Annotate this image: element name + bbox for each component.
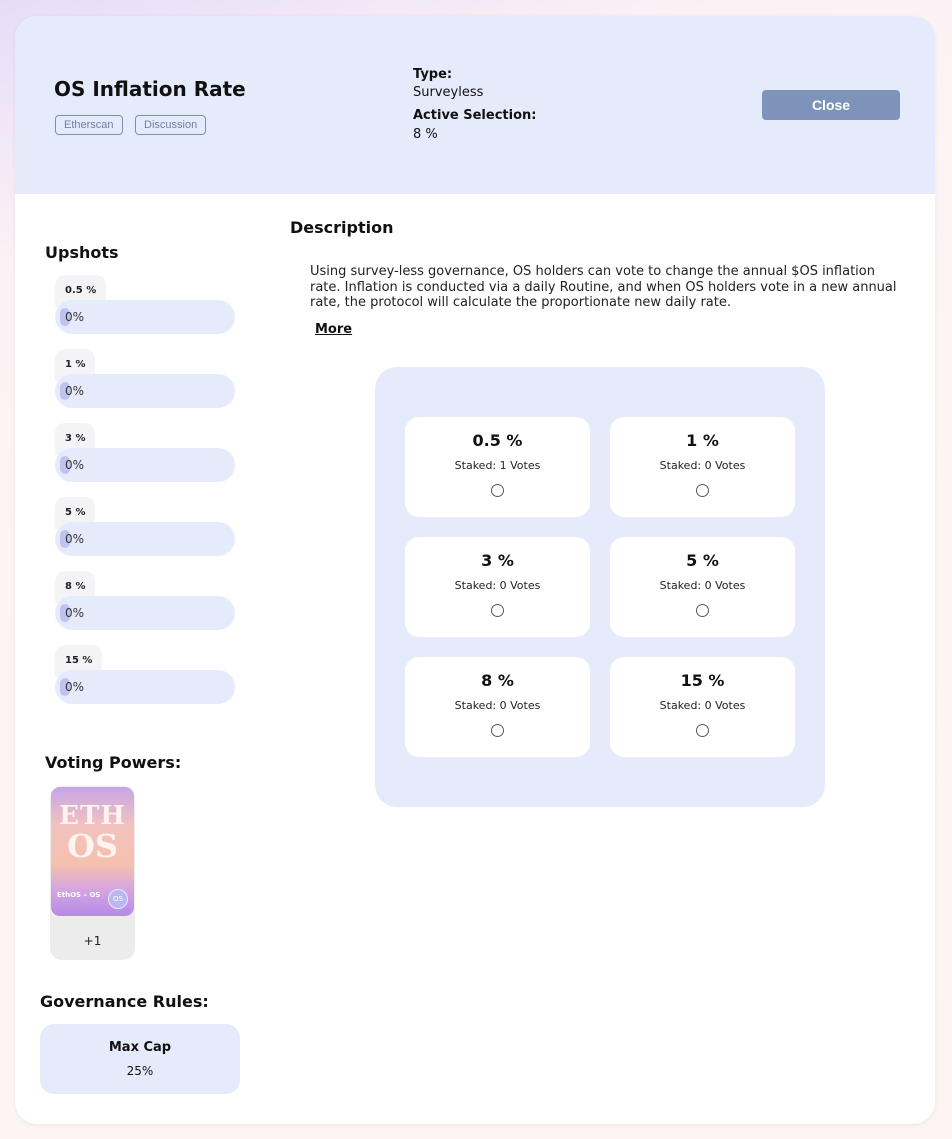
upshot-label: 1 %: [55, 349, 95, 381]
upshot-item: [55, 349, 235, 407]
rule-value: 25%: [126, 1064, 154, 1078]
vote-option[interactable]: [610, 417, 795, 517]
vote-option[interactable]: [405, 657, 590, 757]
nft-title-top: ETH: [59, 801, 126, 831]
voting-powers-title: Voting Powers:: [45, 753, 182, 772]
option-title: 5 %: [686, 551, 719, 570]
upshot-progress-bar: [55, 374, 235, 408]
option-title: 1 %: [686, 431, 719, 450]
description-text: Using survey-less governance, OS holders can vote to change the annual $OS inflation rate. Inflation is conducted via a daily Routine, and when OS holders vote in a new annual rate, the protocol will calculate the proportionate new daily rate.: [310, 264, 897, 310]
os-badge-icon: OS: [108, 889, 128, 909]
close-button[interactable]: Close: [762, 90, 900, 120]
upshots-title: Upshots: [45, 243, 119, 262]
rule-title: Max Cap: [108, 1040, 172, 1055]
vote-option[interactable]: [405, 537, 590, 637]
active-selection-label: Active Selection:: [413, 108, 537, 123]
upshot-label: 5 %: [55, 497, 95, 529]
upshot-percent: 0%: [65, 310, 85, 324]
option-title: 0.5 %: [472, 431, 523, 450]
option-title: 8 %: [481, 671, 514, 690]
description-title: Description: [290, 218, 394, 237]
vote-option[interactable]: [610, 537, 795, 637]
voting-power-count: +1: [83, 934, 102, 948]
upshot-progress-bar: [55, 300, 235, 334]
option-radio[interactable]: [491, 724, 504, 737]
page-title: OS Inflation Rate: [54, 77, 246, 101]
governance-rules-title: Governance Rules:: [40, 992, 209, 1011]
option-staked: Staked: 1 Votes: [454, 459, 541, 472]
option-radio[interactable]: [696, 604, 709, 617]
vote-option[interactable]: [610, 657, 795, 757]
rule-card: [40, 1024, 240, 1094]
proposal-card: [15, 16, 935, 1124]
proposal-header: [15, 16, 935, 194]
option-radio[interactable]: [696, 484, 709, 497]
option-title: 3 %: [481, 551, 514, 570]
upshot-percent: 0%: [65, 458, 85, 472]
vote-options-panel: [375, 367, 825, 807]
nft-title-bottom: OS: [67, 827, 118, 865]
voting-power-card[interactable]: [50, 786, 135, 960]
etherscan-link[interactable]: Etherscan: [55, 115, 123, 135]
upshot-progress-bar: [55, 670, 235, 704]
upshot-label: 15 %: [55, 645, 102, 677]
vote-option[interactable]: [405, 417, 590, 517]
option-staked: Staked: 0 Votes: [454, 699, 541, 712]
type-value: Surveyless: [413, 85, 484, 100]
active-selection-value: 8 %: [413, 127, 438, 142]
upshot-item: [55, 275, 235, 333]
upshot-progress-bar: [55, 596, 235, 630]
option-staked: Staked: 0 Votes: [659, 579, 746, 592]
upshot-percent: 0%: [65, 384, 85, 398]
upshot-item: [55, 423, 235, 481]
upshot-percent: 0%: [65, 680, 85, 694]
option-title: 15 %: [680, 671, 725, 690]
nft-name: EthOS – OS: [57, 891, 101, 899]
upshot-percent: 0%: [65, 606, 85, 620]
option-radio[interactable]: [696, 724, 709, 737]
option-staked: Staked: 0 Votes: [659, 699, 746, 712]
upshot-progress-bar: [55, 522, 235, 556]
discussion-link[interactable]: Discussion: [135, 115, 206, 135]
option-staked: Staked: 0 Votes: [659, 459, 746, 472]
nft-image: [51, 787, 134, 916]
upshot-item: [55, 645, 235, 703]
upshot-label: 3 %: [55, 423, 95, 455]
upshot-progress-bar: [55, 448, 235, 482]
option-radio[interactable]: [491, 604, 504, 617]
upshot-percent: 0%: [65, 532, 85, 546]
more-link[interactable]: More: [315, 322, 353, 337]
upshot-label: 8 %: [55, 571, 95, 603]
type-label: Type:: [413, 67, 453, 82]
option-staked: Staked: 0 Votes: [454, 579, 541, 592]
option-radio[interactable]: [491, 484, 504, 497]
upshot-label: 0.5 %: [55, 275, 106, 307]
upshot-item: [55, 497, 235, 555]
upshot-item: [55, 571, 235, 629]
